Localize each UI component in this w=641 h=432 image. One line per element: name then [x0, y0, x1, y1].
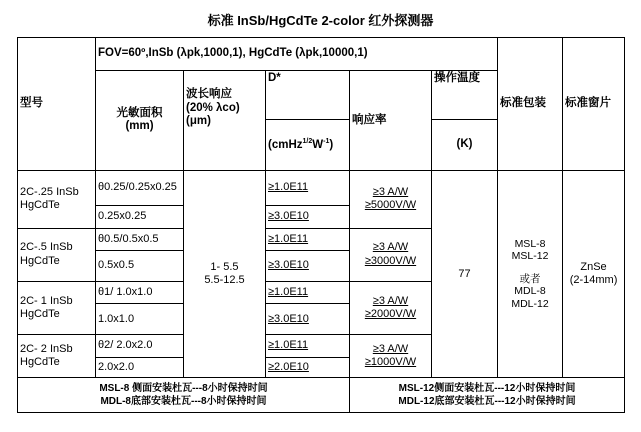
responsivity-cell [350, 281, 432, 334]
package-d: MDL-12 [511, 298, 549, 311]
footer-mdl12: MDL-12底部安装杜瓦---12小时保持时间 [398, 396, 576, 408]
wave-unit: (μm) [186, 115, 211, 128]
area-cell: θ0.5/0.5x0.5 [96, 228, 184, 251]
responsivity-header: 响应率 [350, 70, 432, 170]
window-material: ZnSe [580, 260, 607, 273]
area-cell: 1.0x1.0 [96, 304, 184, 335]
wave-value [184, 171, 266, 378]
area-cell: θ1/ 1.0x1.0 [96, 281, 184, 304]
wave-line2: 5.5-12.5 [204, 274, 245, 287]
responsivity-voltage: ≥1000V/W [364, 356, 417, 369]
temp-unit: (K) [432, 119, 498, 170]
window-value [563, 171, 625, 378]
package-value [498, 171, 563, 378]
footer-left [18, 378, 350, 413]
model-cell: 2C- 2 InSb HgCdTe [18, 335, 96, 378]
responsivity-current: ≥3 A/W [372, 294, 409, 307]
package-a: MSL-8 [514, 237, 546, 250]
wave-header [184, 70, 266, 170]
fov-header: FOV=60º,InSb (λpk,1000,1), HgCdTe (λpk,10000,1) [96, 38, 498, 71]
responsivity-cell [350, 228, 432, 281]
package-c: MDL-8 [514, 285, 546, 298]
model-cell: 2C-.25 InSb HgCdTe [18, 171, 96, 228]
wave-sub: (20% λco) [186, 101, 240, 114]
temp-header: 操作温度 [432, 70, 498, 119]
window-range: (2-14mm) [569, 274, 618, 287]
dstar-cell: ≥3.0E10 [266, 304, 350, 335]
dstar-cell: ≥1.0E11 [266, 228, 350, 251]
area-cell: 0.25x0.25 [96, 206, 184, 229]
model-header: 型号 [18, 38, 96, 171]
responsivity-current: ≥3 A/W [372, 241, 409, 254]
dstar-cell: ≥1.0E11 [266, 171, 350, 206]
page-title: 标准 InSb/HgCdTe 2-color 红外探测器 [207, 13, 434, 28]
responsivity-current: ≥3 A/W [372, 186, 409, 199]
package-b: MSL-12 [511, 250, 549, 263]
dstar-cell: ≥2.0E10 [266, 357, 350, 377]
responsivity-current: ≥3 A/W [372, 342, 409, 355]
dstar-cell: ≥1.0E11 [266, 281, 350, 304]
detector-spec-table [17, 37, 625, 413]
package-or: 或者 [519, 272, 541, 285]
responsivity-voltage: ≥3000V/W [364, 254, 417, 267]
wave-line1: 1- 5.5 [210, 260, 239, 273]
footer-msl8: MSL-8 侧面安装杜瓦---8小时保持时间 [99, 383, 268, 395]
area-cell: 2.0x2.0 [96, 357, 184, 377]
model-cell: 2C- 1 InSb HgCdTe [18, 281, 96, 334]
area-label: 光敏面积 [116, 106, 163, 119]
wave-label: 波长响应 [186, 87, 232, 100]
dstar-cell: ≥3.0E10 [266, 206, 350, 229]
dstar-header: D* [266, 70, 350, 119]
responsivity-cell [350, 335, 432, 378]
responsivity-voltage: ≥5000V/W [364, 199, 417, 212]
footer-mdl8: MDL-8底部安装杜瓦---8小时保持时间 [100, 396, 267, 408]
dstar-cell: ≥3.0E10 [266, 251, 350, 282]
responsivity-voltage: ≥2000V/W [364, 307, 417, 320]
dstar-cell: ≥1.0E11 [266, 335, 350, 358]
package-header: 标准包装 [498, 38, 563, 171]
area-unit: (mm) [125, 120, 154, 133]
area-cell: θ0.25/0.25x0.25 [96, 171, 184, 206]
responsivity-cell [350, 171, 432, 228]
window-header: 标准窗片 [563, 38, 625, 171]
area-cell: 0.5x0.5 [96, 251, 184, 282]
dstar-unit: $(cmHz^{1/2}W^{-1})$ [266, 119, 350, 170]
footer-right [350, 378, 625, 413]
model-cell: 2C-.5 InSb HgCdTe [18, 228, 96, 281]
area-header [96, 70, 184, 170]
footer-msl12: MSL-12侧面安装杜瓦---12小时保持时间 [398, 383, 576, 395]
temp-value: 77 [432, 171, 498, 378]
area-cell: θ2/ 2.0x2.0 [96, 335, 184, 358]
